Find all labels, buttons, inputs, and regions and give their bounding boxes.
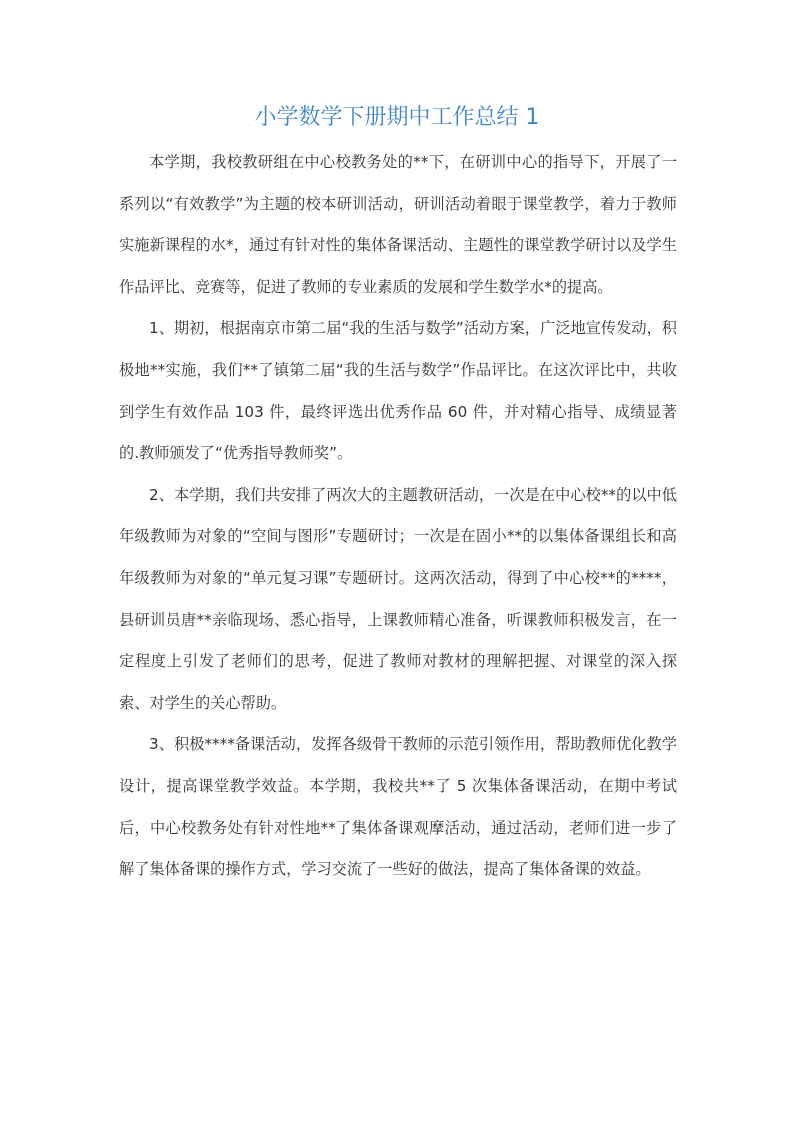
paragraph-item-2: 2、本学期，我们共安排了两次大的主题教研活动，一次是在中心校**的以中低年级教师为对象的“空间与图形”专题研讨；一次是在固小**的以集体备课组长和高年级教师为对象的“单元复习课”专题研讨。这两次活动，得到了中心校**的****，县研训员唐**亲临现场、悉心指导，上课教师精心准备，听课教师积极发言，在一定程度上引发了老师们的思考，促进了教师对教材的理解把握、对课堂的深入探索、对学生的关心帮助。 <box>119 485 677 712</box>
paragraph-intro: 本学期，我校教研组在中心校教务处的**下，在研训中心的指导下，开展了一系列以“有效教学”为主题的校本研训活动，研训活动着眼于课堂教学，着力于教师实施新课程的水*，通过有针对性的集体备课活动、主题性的课堂教学研讨以及学生作品评比、竞赛等，促进了教师的专业素质的发展和学生数学水*的提高。 <box>119 153 677 296</box>
paragraph-item-1: 1、期初，根据南京市第二届“我的生活与数学”活动方案，广泛地宣传发动，积极地**实施，我们**了镇第二届“我的生活与数学”作品评比。在这次评比中，共收到学生有效作品 103 件，最终评选出优秀作品 60 件，并对精心指导、成绩显著的.教师颁发了“优秀指导教师奖”。 <box>119 319 677 463</box>
page-title: 小学数学下册期中工作总结 1 <box>254 105 540 130</box>
document-body <box>119 142 677 891</box>
paragraph-item-3: 3、积极****备课活动，发挥各级骨干教师的示范引领作用，帮助教师优化教学设计，提高课堂教学效益。本学期，我校共**了 5 次集体备课活动，在期中考试后，中心校教务处有针对性地**了集体备课观摩活动，通过活动，老师们进一步了解了集体备课的操作方式，学习交流了一些好的做法，提高了集体备课的效益。 <box>119 735 677 879</box>
